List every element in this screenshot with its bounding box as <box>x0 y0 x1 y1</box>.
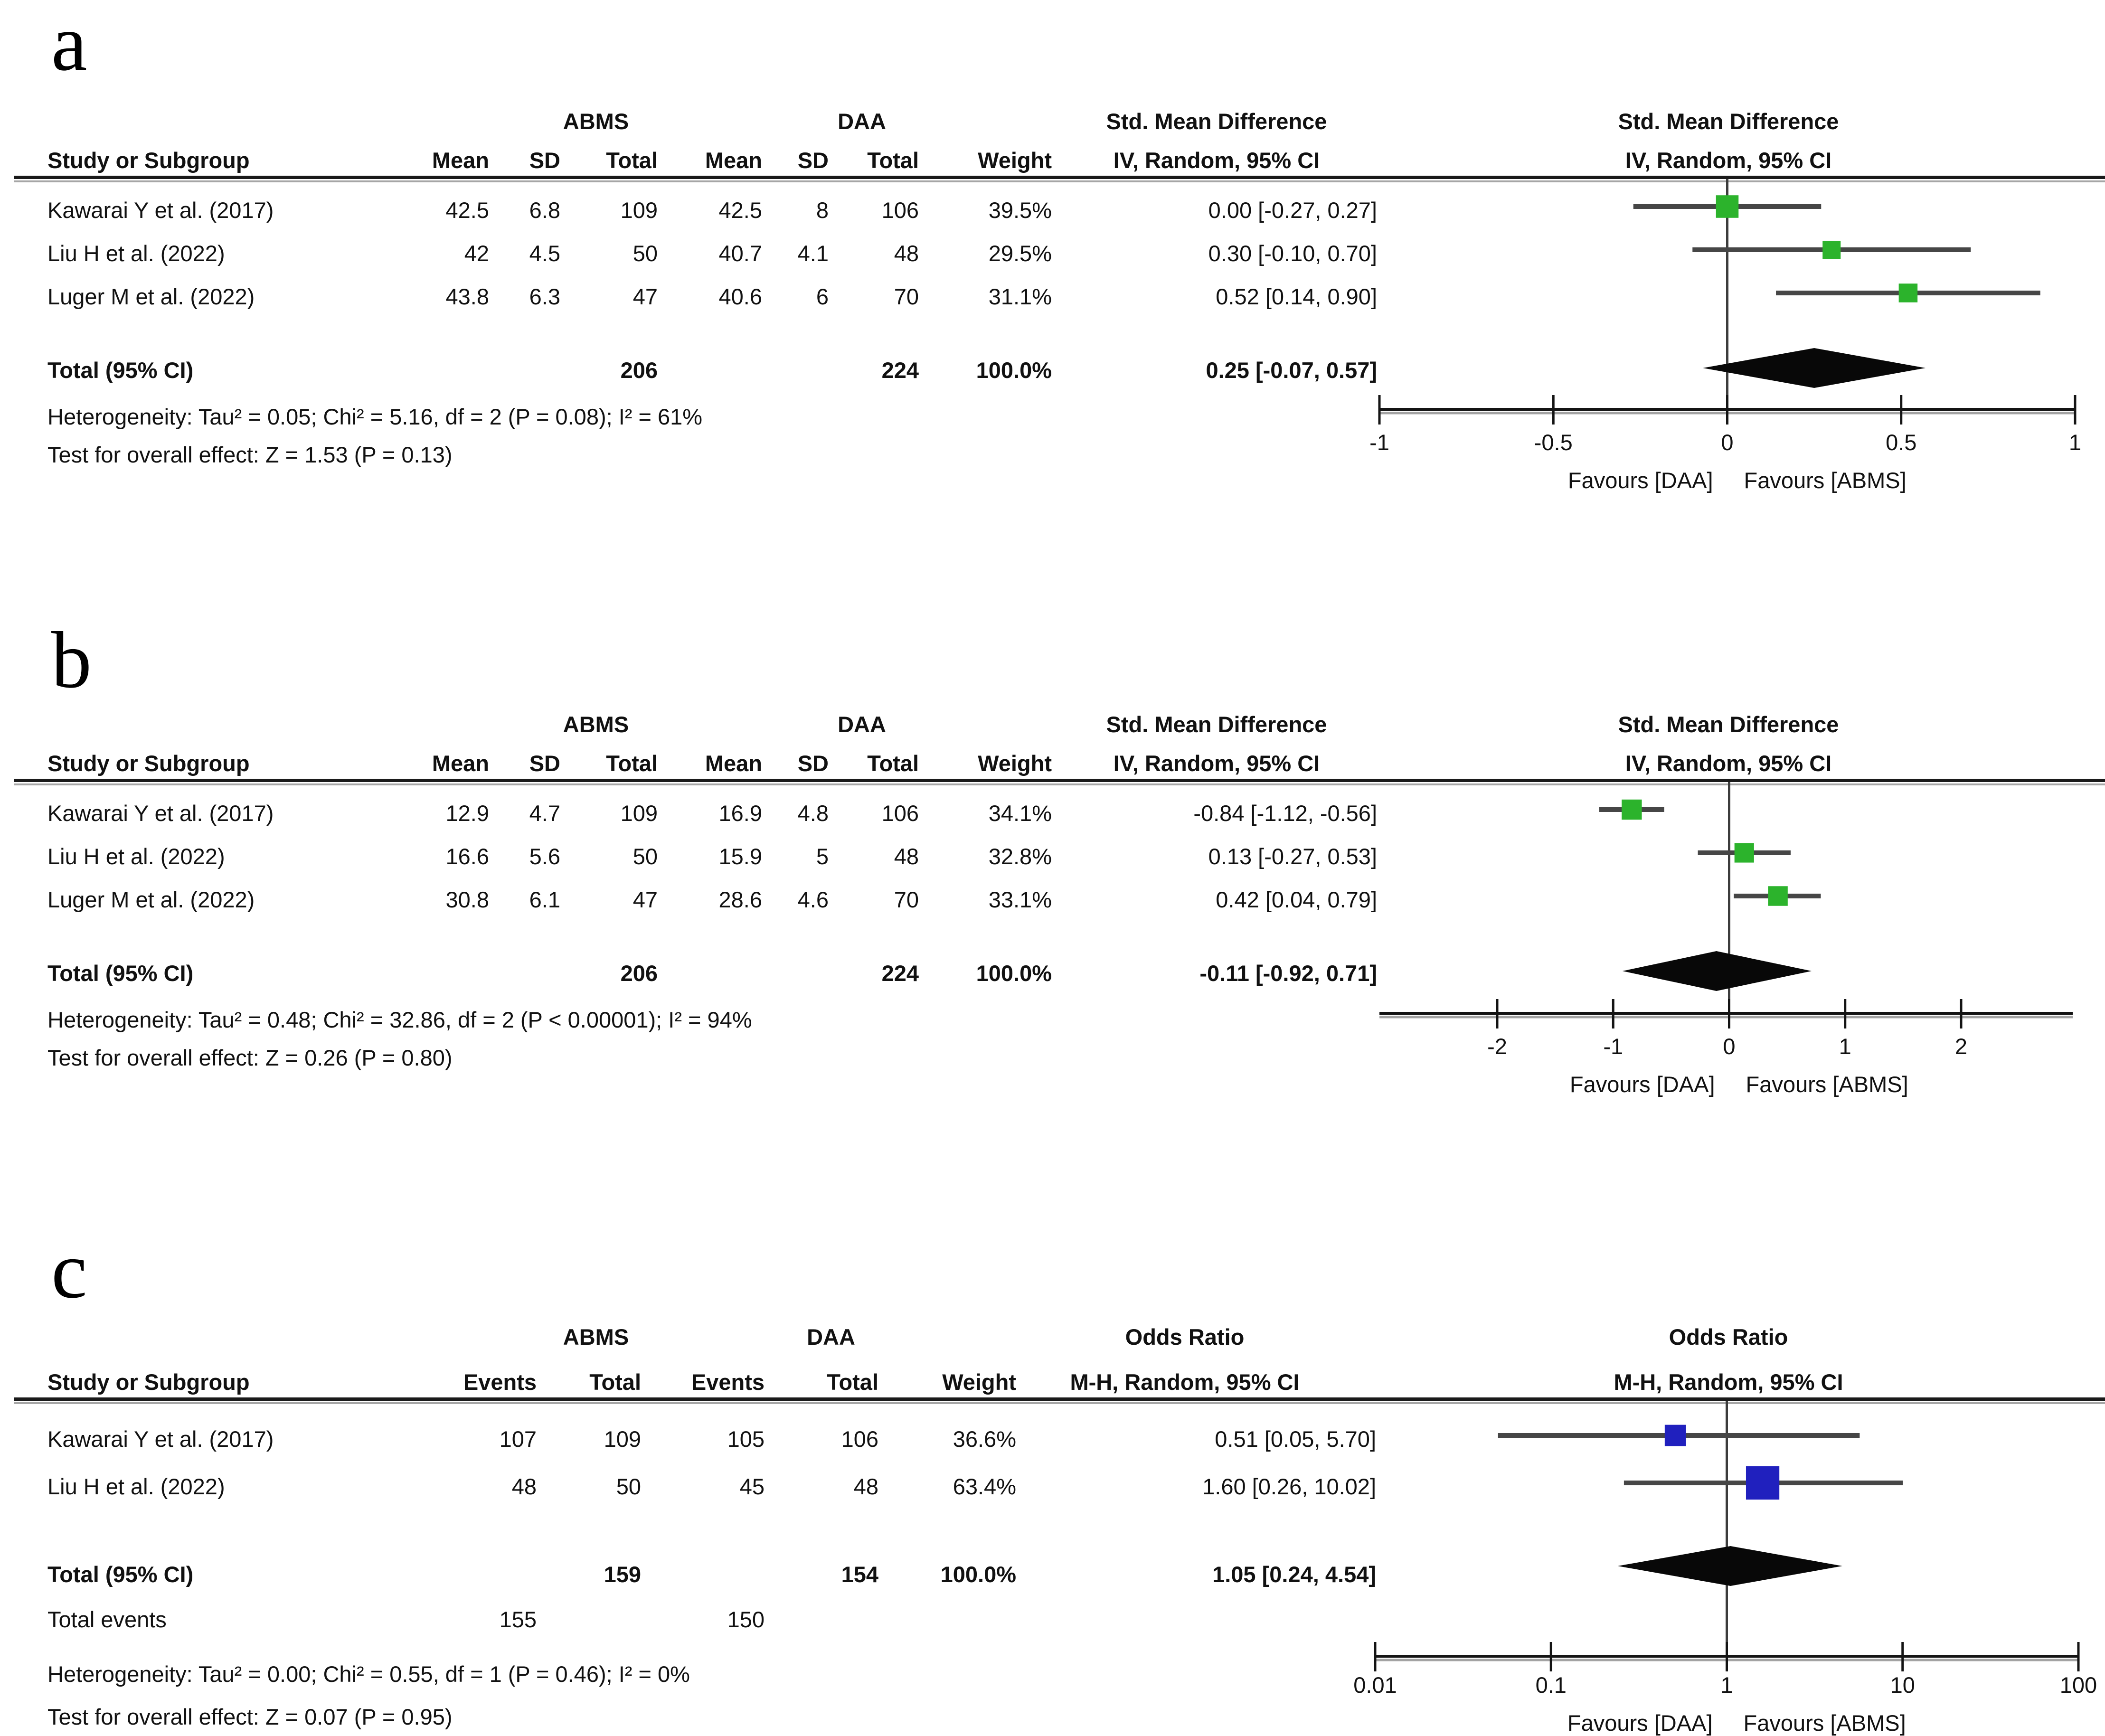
total-daa-sum: 154 <box>841 1562 878 1587</box>
plot-header-method: IV, Random, 95% CI <box>1625 148 1832 173</box>
sd-abms: 6.8 <box>529 198 560 223</box>
group-header-abms: ABMS <box>563 712 629 737</box>
effect-title: Std. Mean Difference <box>1106 712 1327 737</box>
favours-right-label: Favours [ABMS] <box>1744 468 1907 493</box>
x-axis-tick-label: 0 <box>1723 1034 1736 1059</box>
effect-marker <box>1665 1425 1686 1446</box>
ci-text: 0.30 [-0.10, 0.70] <box>1208 241 1377 266</box>
sd-abms: 4.7 <box>529 801 560 826</box>
study-name: Liu H et al. (2022) <box>47 241 225 266</box>
sd-abms: 4.5 <box>529 241 560 266</box>
col-header-study: Study or Subgroup <box>47 751 250 776</box>
x-axis-tick-label: -2 <box>1487 1034 1507 1059</box>
x-axis-tick-label: -1 <box>1603 1034 1624 1059</box>
mean-abms: 16.6 <box>445 844 489 869</box>
forest-plot-c <box>1353 1187 2105 1736</box>
total-daa: 106 <box>841 1426 878 1452</box>
sd-daa: 4.8 <box>797 801 829 826</box>
col-header-mean2: Mean <box>705 751 762 776</box>
x-axis-tick-label: 10 <box>1890 1672 1915 1698</box>
group-header-abms: ABMS <box>563 1324 629 1349</box>
x-axis-tick-label: 1 <box>1839 1034 1851 1059</box>
panel-c <box>0 1187 2105 1736</box>
x-axis-tick-label: 0.5 <box>1886 430 1917 455</box>
favours-left-label: Favours [DAA] <box>1569 1072 1715 1097</box>
effect-marker <box>1899 283 1918 302</box>
effect-marker <box>1716 195 1739 218</box>
sd-daa: 5 <box>816 844 829 869</box>
col-header-total1: Total <box>589 1369 641 1395</box>
weight: 34.1% <box>988 801 1052 826</box>
panel-a <box>0 0 2105 594</box>
events-abms: 107 <box>499 1426 537 1452</box>
col-header-study: Study or Subgroup <box>47 1369 250 1395</box>
x-axis-tick-label: -0.5 <box>1534 430 1573 455</box>
col-header-mean2: Mean <box>705 148 762 173</box>
effect-marker <box>1768 886 1787 906</box>
col-header-sd1: SD <box>529 751 560 776</box>
col-header-study: Study or Subgroup <box>47 148 250 173</box>
effect-marker <box>1622 800 1642 820</box>
mean-daa: 28.6 <box>718 887 762 912</box>
total-daa: 48 <box>894 844 919 869</box>
weight: 33.1% <box>988 887 1052 912</box>
sd-daa: 4.1 <box>797 241 829 266</box>
ci-text: 1.60 [0.26, 10.02] <box>1202 1474 1376 1499</box>
favours-right-label: Favours [ABMS] <box>1746 1072 1908 1097</box>
total-abms-sum: 206 <box>620 961 658 986</box>
ci-text: -0.84 [-1.12, -0.56] <box>1193 801 1377 826</box>
heterogeneity-text: Heterogeneity: Tau² = 0.48; Chi² = 32.86, df = 2 (P < 0.00001); I² = 94% <box>47 1007 752 1032</box>
sd-abms: 5.6 <box>529 844 560 869</box>
total-weight: 100.0% <box>976 358 1052 383</box>
group-header-abms: ABMS <box>563 109 629 134</box>
total-abms: 109 <box>604 1426 641 1452</box>
sd-abms: 6.3 <box>529 284 560 309</box>
total-abms-sum: 159 <box>604 1562 641 1587</box>
study-name: Luger M et al. (2022) <box>47 887 255 912</box>
total-daa: 48 <box>853 1474 878 1499</box>
group-header-daa: DAA <box>838 109 886 134</box>
effect-marker <box>1822 241 1841 259</box>
group-header-daa: DAA <box>807 1324 855 1349</box>
col-header-total1: Total <box>606 148 658 173</box>
col-header-total2: Total <box>867 751 919 776</box>
overall-effect-text: Test for overall effect: Z = 0.26 (P = 0.80) <box>47 1045 453 1070</box>
total-row-label: Total (95% CI) <box>47 1562 194 1587</box>
events-daa: 45 <box>739 1474 765 1499</box>
heterogeneity-text: Heterogeneity: Tau² = 0.05; Chi² = 5.16, df = 2 (P = 0.08); I² = 61% <box>47 404 703 429</box>
col-header-total2: Total <box>867 148 919 173</box>
total-abms: 47 <box>632 887 658 912</box>
study-name: Liu H et al. (2022) <box>47 1474 225 1499</box>
x-axis-tick-label: 1 <box>2068 430 2082 455</box>
sd-daa: 6 <box>816 284 829 309</box>
effect-title: Odds Ratio <box>1125 1324 1245 1349</box>
forest-plot-a <box>1353 0 2105 594</box>
total-daa-sum: 224 <box>881 358 919 383</box>
total-row-label: Total (95% CI) <box>47 358 194 383</box>
total-ci-text: 1.05 [0.24, 4.54] <box>1212 1562 1376 1587</box>
favours-right-label: Favours [ABMS] <box>1743 1710 1906 1736</box>
col-header-total2: Total <box>827 1369 878 1395</box>
total-abms: 50 <box>632 241 658 266</box>
mean-daa: 40.7 <box>718 241 762 266</box>
weight: 32.8% <box>988 844 1052 869</box>
mean-daa: 15.9 <box>718 844 762 869</box>
col-header-method: M-H, Random, 95% CI <box>1070 1369 1300 1395</box>
col-header-sd2: SD <box>797 148 829 173</box>
plot-header-method: IV, Random, 95% CI <box>1625 751 1832 776</box>
total-daa: 48 <box>894 241 919 266</box>
study-name: Kawarai Y et al. (2017) <box>47 801 274 826</box>
total-events-label: Total events <box>47 1607 167 1632</box>
col-header-weight: Weight <box>978 148 1052 173</box>
weight: 39.5% <box>988 198 1052 223</box>
study-name: Kawarai Y et al. (2017) <box>47 1426 274 1452</box>
forest-plot-b <box>1353 594 2105 1187</box>
total-abms-sum: 206 <box>620 358 658 383</box>
total-events-abms: 155 <box>499 1607 537 1632</box>
x-axis-tick-label: 2 <box>1954 1034 1968 1059</box>
sd-daa: 8 <box>816 198 829 223</box>
col-header-mean1: Mean <box>432 148 489 173</box>
weight: 36.6% <box>953 1426 1016 1452</box>
col-header-mean1: Mean <box>432 751 489 776</box>
x-axis-tick-label: 100 <box>2059 1672 2097 1698</box>
total-ci-text: -0.11 [-0.92, 0.71] <box>1199 961 1377 986</box>
overall-effect-text: Test for overall effect: Z = 1.53 (P = 0.13) <box>47 442 453 467</box>
ci-text: 0.42 [0.04, 0.79] <box>1216 887 1377 912</box>
favours-left-label: Favours [DAA] <box>1567 468 1713 493</box>
x-axis-tick-label: 0 <box>1721 430 1734 455</box>
study-name: Liu H et al. (2022) <box>47 844 225 869</box>
total-abms: 50 <box>632 844 658 869</box>
total-daa: 70 <box>894 887 919 912</box>
mean-daa: 16.9 <box>718 801 762 826</box>
mean-abms: 43.8 <box>445 284 489 309</box>
col-header-events1: Events <box>463 1369 537 1395</box>
mean-abms: 30.8 <box>445 887 489 912</box>
col-header-weight: Weight <box>942 1369 1016 1395</box>
pooled-diamond <box>1623 951 1812 991</box>
ci-text: 0.00 [-0.27, 0.27] <box>1208 198 1377 223</box>
study-name: Luger M et al. (2022) <box>47 284 255 309</box>
sd-abms: 6.1 <box>529 887 560 912</box>
x-axis-tick-label: -1 <box>1369 430 1389 455</box>
panel-b <box>0 594 2105 1187</box>
panel-a-label: a <box>51 0 87 87</box>
x-axis-tick-label: 0.01 <box>1353 1672 1397 1698</box>
mean-daa: 40.6 <box>718 284 762 309</box>
effect-title: Std. Mean Difference <box>1106 109 1327 134</box>
total-weight: 100.0% <box>940 1562 1016 1587</box>
total-abms: 50 <box>616 1474 641 1499</box>
events-abms: 48 <box>511 1474 537 1499</box>
col-header-sd1: SD <box>529 148 560 173</box>
mean-abms: 42.5 <box>445 198 489 223</box>
total-daa-sum: 224 <box>881 961 919 986</box>
panel-b-label: b <box>51 615 92 705</box>
plot-title: Odds Ratio <box>1669 1324 1788 1349</box>
weight: 31.1% <box>988 284 1052 309</box>
total-events-daa: 150 <box>727 1607 765 1632</box>
col-header-method: IV, Random, 95% CI <box>1113 148 1320 173</box>
col-header-events2: Events <box>691 1369 765 1395</box>
weight: 63.4% <box>953 1474 1016 1499</box>
total-weight: 100.0% <box>976 961 1052 986</box>
mean-abms: 42 <box>464 241 489 266</box>
mean-abms: 12.9 <box>445 801 489 826</box>
x-axis-tick-label: 0.1 <box>1535 1672 1567 1698</box>
events-daa: 105 <box>727 1426 765 1452</box>
pooled-diamond <box>1703 348 1926 388</box>
total-abms: 109 <box>620 198 658 223</box>
panel-c-label: c <box>51 1226 87 1315</box>
col-header-sd2: SD <box>797 751 829 776</box>
total-abms: 47 <box>632 284 658 309</box>
total-daa: 106 <box>881 801 919 826</box>
ci-text: 0.13 [-0.27, 0.53] <box>1208 844 1377 869</box>
ci-text: 0.51 [0.05, 5.70] <box>1215 1426 1376 1452</box>
total-daa: 70 <box>894 284 919 309</box>
heterogeneity-text: Heterogeneity: Tau² = 0.00; Chi² = 0.55, df = 1 (P = 0.46); I² = 0% <box>47 1661 690 1687</box>
group-header-daa: DAA <box>838 712 886 737</box>
weight: 29.5% <box>988 241 1052 266</box>
plot-title: Std. Mean Difference <box>1618 712 1839 737</box>
col-header-weight: Weight <box>978 751 1052 776</box>
total-row-label: Total (95% CI) <box>47 961 194 986</box>
x-axis-tick-label: 1 <box>1720 1672 1733 1698</box>
ci-text: 0.52 [0.14, 0.90] <box>1216 284 1377 309</box>
total-abms: 109 <box>620 801 658 826</box>
effect-marker <box>1735 843 1754 862</box>
pooled-diamond <box>1618 1546 1842 1586</box>
effect-marker <box>1746 1466 1779 1500</box>
plot-header-method: M-H, Random, 95% CI <box>1614 1369 1843 1395</box>
total-daa: 106 <box>881 198 919 223</box>
col-header-method: IV, Random, 95% CI <box>1113 751 1320 776</box>
total-ci-text: 0.25 [-0.07, 0.57] <box>1206 358 1377 383</box>
favours-left-label: Favours [DAA] <box>1567 1710 1713 1736</box>
mean-daa: 42.5 <box>718 198 762 223</box>
plot-title: Std. Mean Difference <box>1618 109 1839 134</box>
col-header-total1: Total <box>606 751 658 776</box>
sd-daa: 4.6 <box>797 887 829 912</box>
study-name: Kawarai Y et al. (2017) <box>47 198 274 223</box>
overall-effect-text: Test for overall effect: Z = 0.07 (P = 0.95) <box>47 1704 453 1729</box>
